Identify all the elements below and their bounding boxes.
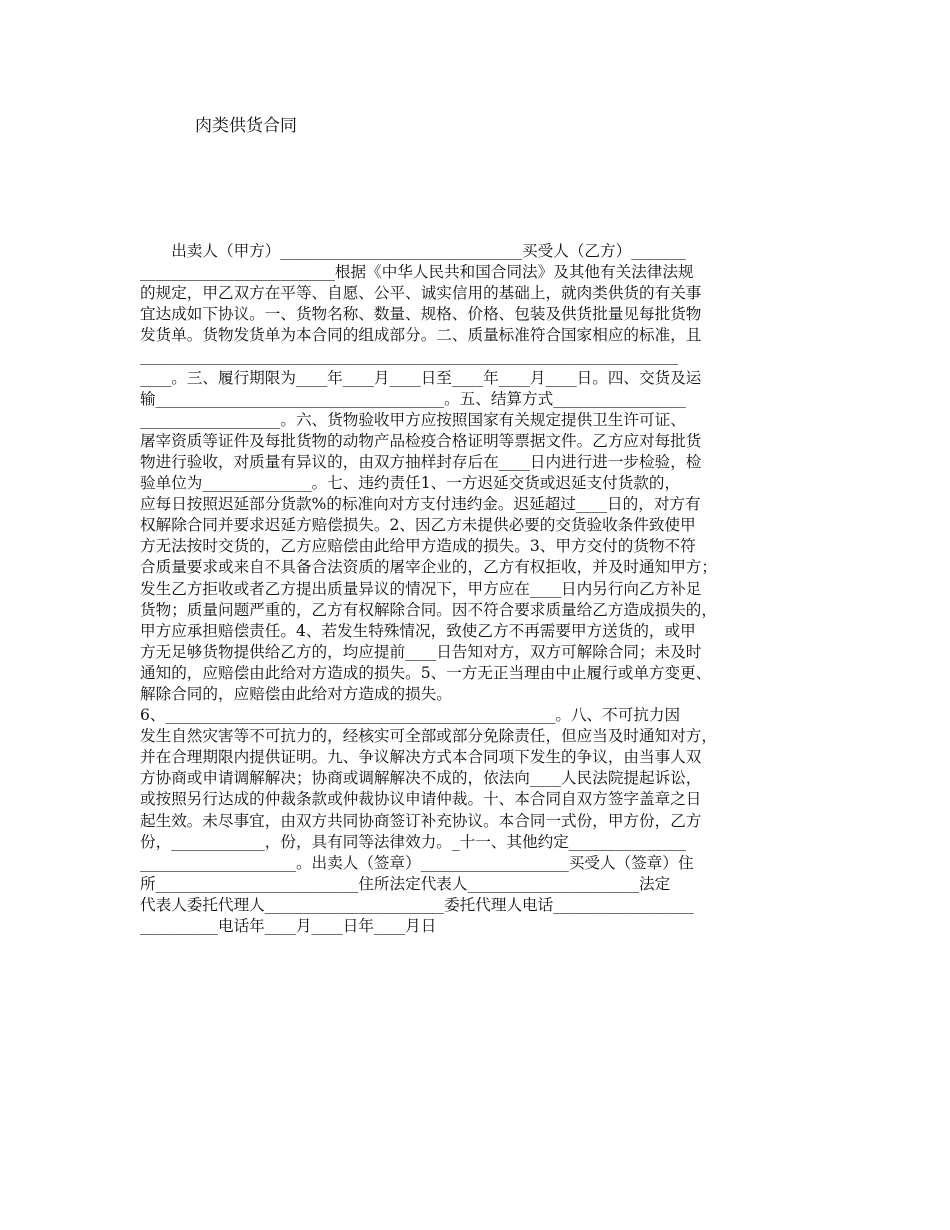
body-line: 物进行验收，对质量有异议的，由双方抽样封存后在____日内进行进一步检验，检 bbox=[140, 452, 702, 471]
body-line: 解除合同的，应赔偿由此给对方造成的损失。 bbox=[140, 684, 452, 703]
body-line: 并在合理期限内提供证明。九、争议解决方式本合同项下发生的争议，由当事人双 bbox=[140, 748, 702, 767]
body-line: ____。三、履行期限为____年____月____日至____年____月____日。四、交货及运 bbox=[140, 368, 702, 387]
body-line: 所__________________________住所法定代表人______________________法定 bbox=[140, 874, 671, 893]
body-line: 出卖人（甲方）_______________________________买受人（乙方）_______ bbox=[140, 242, 686, 260]
body-line: 权解除合同并要求迟延方赔偿损失。2、因乙方未提供必要的交货验收条件致使甲 bbox=[140, 516, 696, 535]
body-line: 方无足够货物提供给乙方的，均应提前____日告知对方，双方可解除合同；未及时 bbox=[140, 642, 702, 661]
body-line: 发生乙方拒收或者乙方提出质量异议的情况下，甲方应在____日内另行向乙方补足 bbox=[140, 579, 702, 598]
body-line: 代表人委托代理人_______________________委托代理人电话__________________ bbox=[140, 895, 694, 914]
body-line: 的规定，甲乙双方在平等、自愿、公平、诚实信用的基础上，就肉类供货的有关事 bbox=[140, 284, 702, 303]
body-line: 通知的，应赔偿由此给对方造成的损失。5、一方无正当理由中止履行或单方变更、 bbox=[140, 663, 712, 682]
body-line: __________________。六、货物验收甲方应按照国家有关规定提供卫生许可证、 bbox=[140, 410, 686, 429]
body-line: __________电话年____月____日年____月日 bbox=[140, 917, 437, 935]
body-line: 甲方应承担赔偿责任。4、若发生特殊情况，致使乙方不再需要甲方送货的，或甲 bbox=[140, 621, 696, 640]
body-line: 方无法按时交货的，乙方应赔偿由此给甲方造成的损失。3、甲方交付的货物不符 bbox=[140, 537, 696, 556]
body-line: 或按照另行达成的仲裁条款或仲裁协议申请仲裁。十、本合同自双方签字盖章之日 bbox=[140, 790, 702, 809]
body-line: 发货单。货物发货单为本合同的组成部分。二、质量标准符合国家相应的标准，且 bbox=[140, 326, 702, 345]
body-line: ____________________。出卖人（签章）___________________买受人（签章）住 bbox=[140, 853, 694, 872]
body-line: 屠宰资质等证件及每批货物的动物产品检疫合格证明等票据文件。乙方应对每批货 bbox=[140, 431, 702, 450]
body-line: 发生自然灾害等不可抗力的，经核实可全部或部分免除责任，但应当及时通知对方， bbox=[140, 727, 717, 746]
contract-body bbox=[140, 241, 820, 937]
body-line: 货物；质量问题严重的，乙方有权解除合同。因不符合要求质量给乙方造成损失的， bbox=[140, 600, 717, 619]
body-line: _____________________________________________________________________ bbox=[140, 347, 678, 366]
body-line: _________________________根据《中华人民共和国合同法》及其他有关法律法规 bbox=[140, 263, 694, 282]
body-line: 应每日按照迟延部分货款%的标准向对方支付违约金。迟延超过____日的，对方有 bbox=[140, 495, 701, 514]
document-title: 肉类供货合同 bbox=[195, 116, 297, 136]
body-line: 输_____________________________________。五、结算方式_________________ bbox=[140, 389, 686, 408]
body-line: 宜达成如下协议。一、货物名称、数量、规格、价格、包装及供货批量见每批货物 bbox=[140, 305, 702, 324]
body-line: 6、__________________________________________________。八、不可抗力因 bbox=[140, 706, 681, 725]
body-line: 验单位为______________。七、违约责任1、一方迟延交货或迟延支付货款的， bbox=[140, 474, 681, 493]
body-line: 合质量要求或来自不具备合法资质的屠宰企业的，乙方有权拒收，并及时通知甲方； bbox=[140, 558, 717, 577]
body-line: 方协商或申请调解解决；协商或调解解决不成的，依法向____人民法院提起诉讼， bbox=[140, 769, 702, 788]
body-line: 起生效。未尽事宜，由双方共同协商签订补充协议。本合同一式份，甲方份，乙方 bbox=[140, 811, 702, 830]
body-line: 份，____________，份，具有同等法律效力。_十一、其他约定_______________ bbox=[140, 832, 686, 851]
